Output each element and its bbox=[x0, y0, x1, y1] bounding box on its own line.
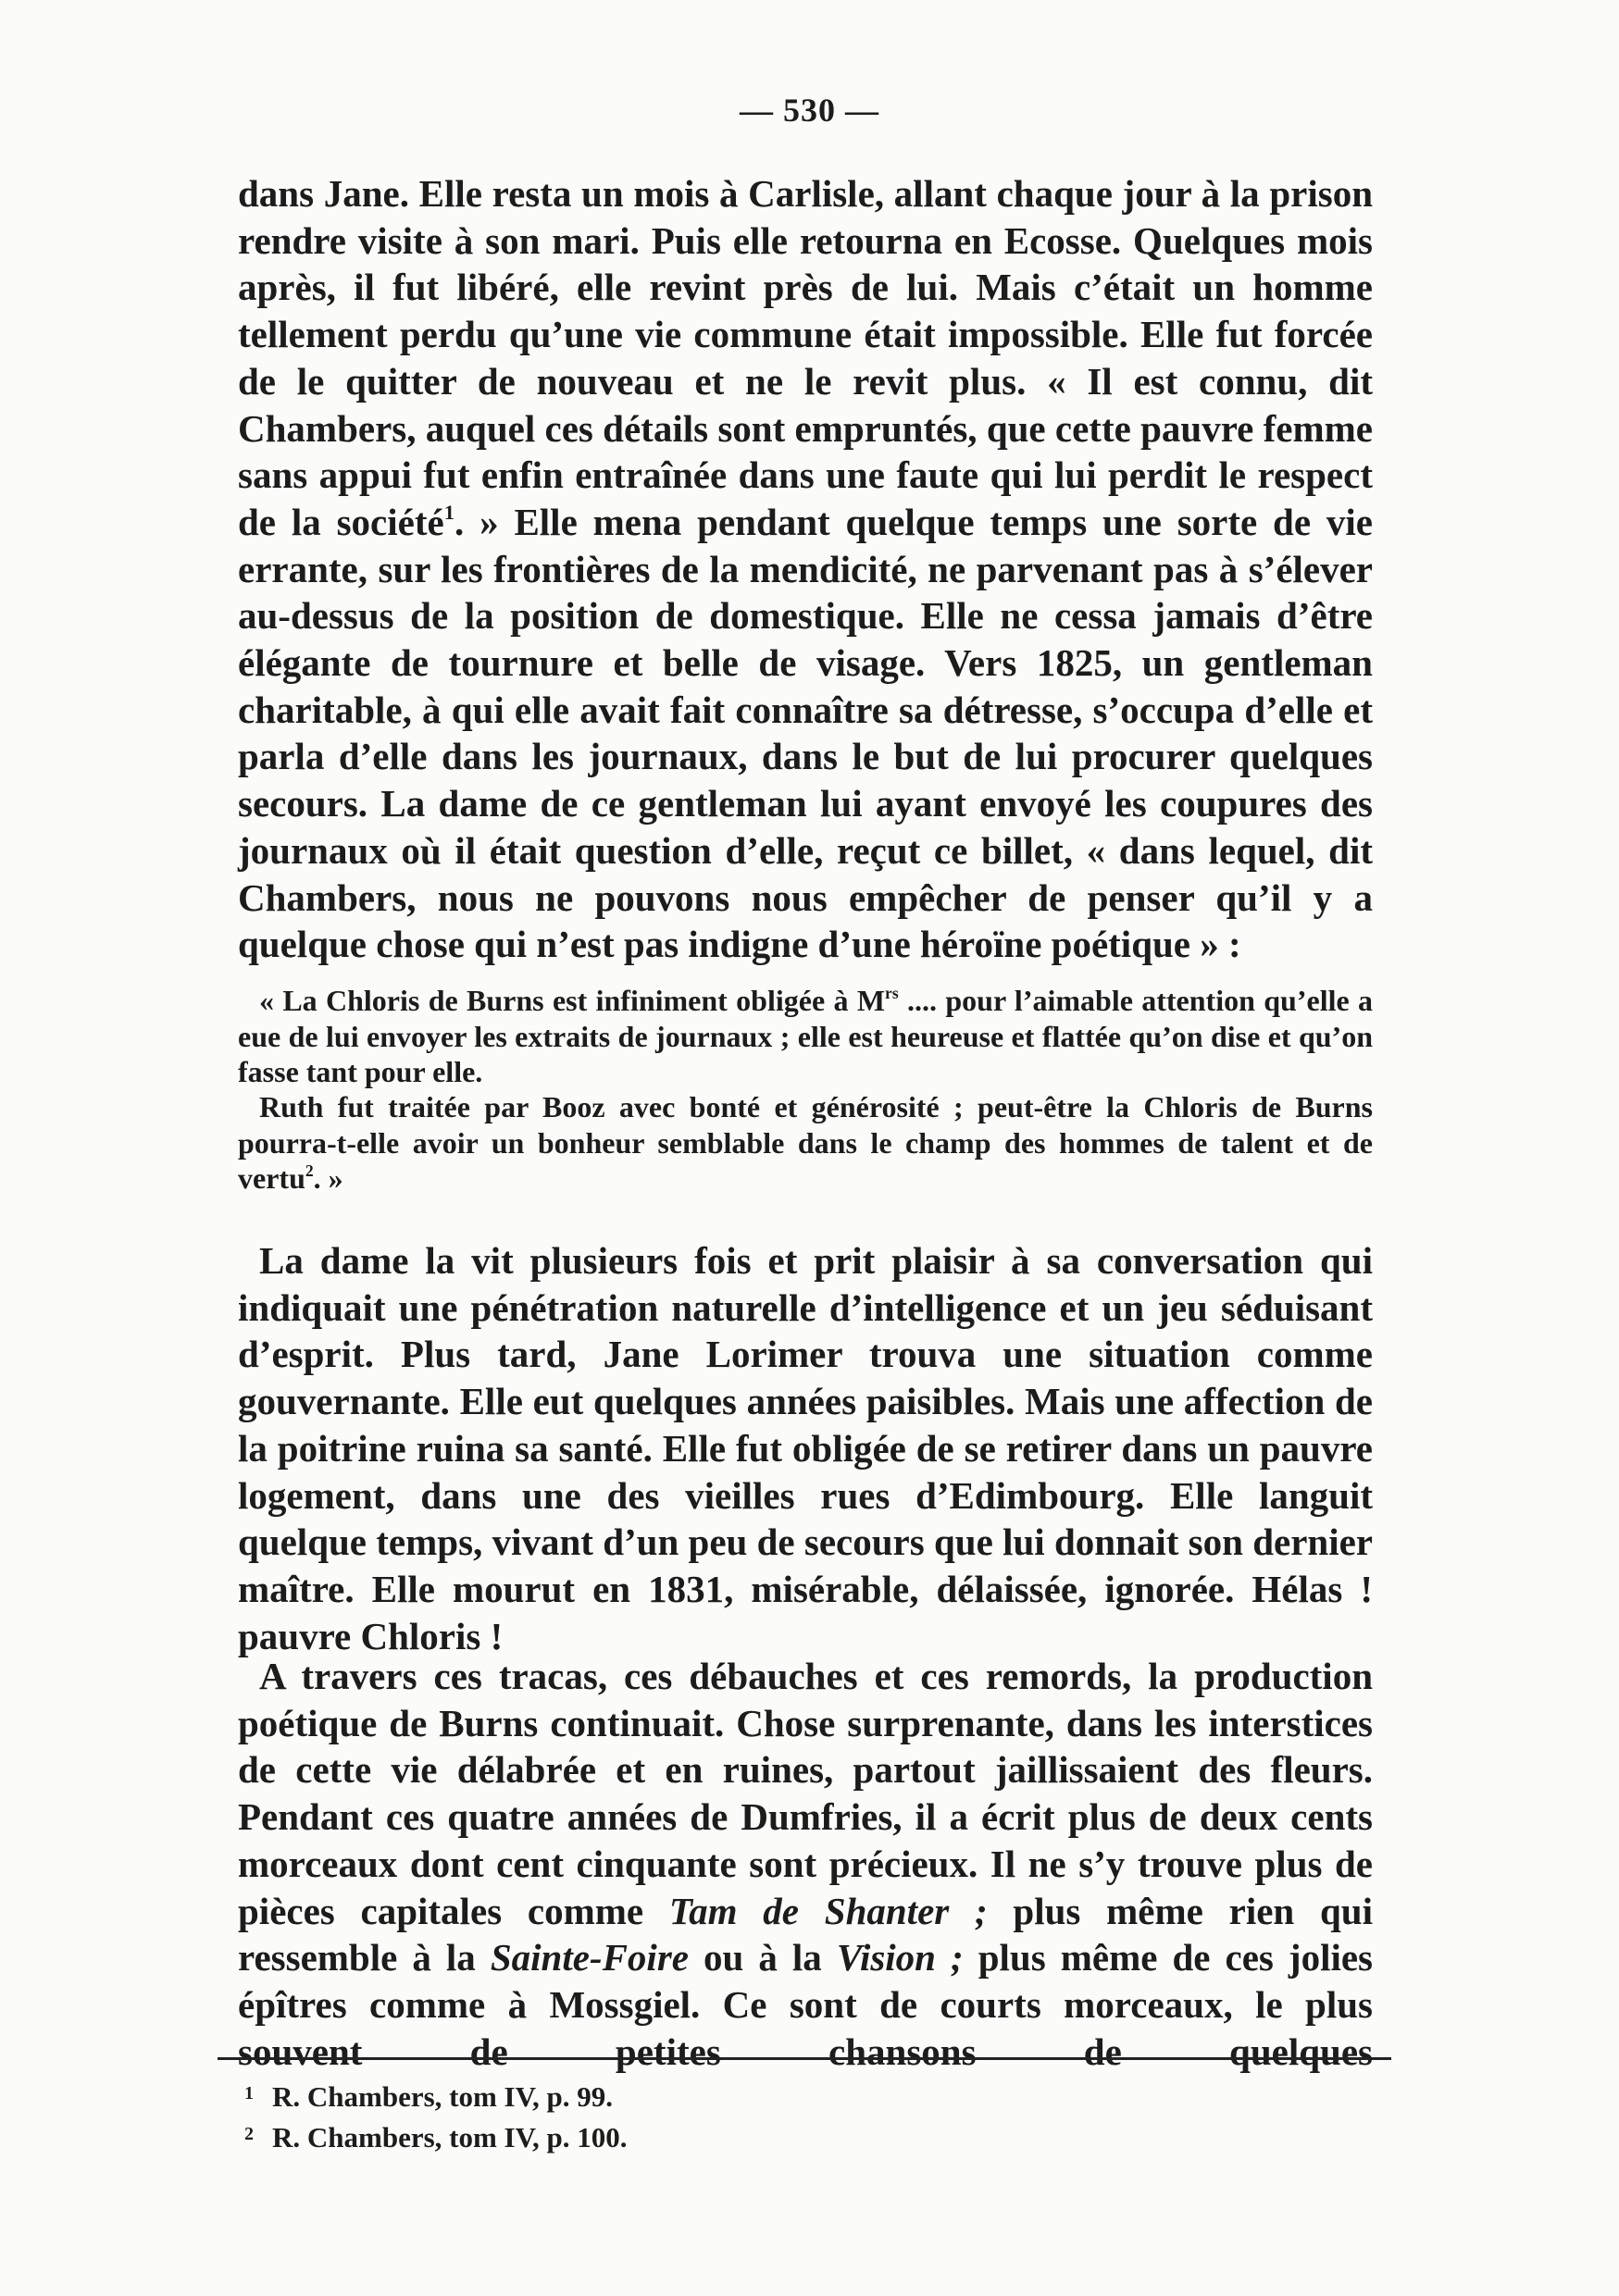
footnote-divider bbox=[218, 2057, 1391, 2060]
work-title-vision: Vision ; bbox=[836, 1936, 964, 1980]
page-number: — 530 — bbox=[740, 92, 879, 129]
footnote-text: R. Chambers, tom IV, p. 100. bbox=[272, 2121, 628, 2153]
quote-text: .... pour l’aimable attention qu’elle a eue de lui envoyer les extraits de journaux ; elle est heureuse et flattée qu’on dise et qu’on fasse tant pour elle. bbox=[238, 984, 1374, 1088]
footnote-reference-1: 1 bbox=[443, 501, 455, 525]
paragraph-text: plus même de ces jolies épîtres comme à Mossgiel. Ce sont de courts morceaux, le plus souvent de petites chansons de quelques bbox=[238, 1936, 1374, 2073]
footnote-mark: 1 bbox=[244, 2083, 254, 2104]
work-title-sainte-foire: Sainte-Foire bbox=[490, 1936, 689, 1980]
paragraph-text: . » Elle mena pendant quelque temps une sorte de vie errante, sur les frontières de la mendicité, ne parvenant pas à s’élever au-dessus de la position de domestique. Elle ne cessa jamais d’être élégante de tournure et belle de visage. Vers 1825, un gentleman charitable, à qui elle avait fait connaître sa détresse, s’occupa d’elle et parla d’elle dans les journaux, dans le but de lui procurer quelques secours. La dame de ce gentleman lui ayant envoyé les coupures des journaux où il était question d’elle, reçut ce billet, « dans lequel, dit Chambers, nous ne pouvons nous empêcher de penser qu’il y a quelque chose qui n’est pas indigne d’une héroïne poétique » : bbox=[238, 500, 1373, 966]
footnote-1 bbox=[244, 2075, 1077, 2116]
footnote-text: R. Chambers, tom IV, p. 99. bbox=[272, 2080, 614, 2113]
work-title-tam-de-shanter: Tam de Shanter ; bbox=[668, 1889, 988, 1932]
footnotes bbox=[244, 2075, 1077, 2156]
superscript-abbreviation: rs bbox=[885, 983, 899, 1002]
quote-text: « La Chloris de Burns est infiniment obligée à M bbox=[259, 984, 886, 1017]
body-paragraph-1 bbox=[238, 170, 1373, 968]
footnote-reference-2: 2 bbox=[305, 1160, 314, 1180]
footnote-2 bbox=[244, 2116, 1077, 2156]
paragraph-text: dans Jane. Elle resta un mois à Carlisle, allant chaque jour à la prison rendre visite à son mari. Puis elle retourna en Ecosse. Quelques mois après, il fut libéré, elle revint près de lui. Mais c’était un homme tellement perdu qu’une vie commune était impossible. Elle fut forcée de le quitter de nouveau et ne le revit plus. « Il est connu, dit Chambers, auquel ces détails sont empruntés, que cette pauvre femme sans appui fut enfin entraînée dans une faute qui lui perdit le respect de la société bbox=[238, 172, 1373, 543]
body-paragraph-3 bbox=[238, 1653, 1373, 2075]
footnote-mark: 2 bbox=[244, 2124, 254, 2144]
paragraph-text: plus même rien qui ressemble à la bbox=[238, 1889, 1373, 1980]
quote-text: Ruth fut traitée par Booz avec bonté et générosité ; peut-être la Chloris de Burns pourra-t-elle avoir un bonheur semblable dans le champ des hommes de talent et de vertu bbox=[238, 1090, 1373, 1195]
body-paragraph-2: La dame la vit plusieurs fois et prit plaisir à sa conversation qui indiquait une pénétration naturelle d’intelligence et un jeu séduisant d’esprit. Plus tard, Jane Lorimer trouva une situation comme gouvernante. Elle eut quelques années paisibles. Mais une affection de la poitrine ruina sa santé. Elle fut obligée de se retirer dans un pauvre logement, dans une des vieilles rues d’Edimbourg. Elle languit quelque temps, vivant d’un peu de secours que lui donnait son dernier maître. Elle mourut en 1831, misérable, délaissée, ignorée. Hélas ! pauvre Chloris ! bbox=[238, 1239, 1373, 1657]
quoted-letter-paragraph-1 bbox=[238, 983, 1373, 1090]
paragraph-text: ou à la bbox=[688, 1936, 837, 1980]
quoted-letter-paragraph-2 bbox=[238, 1089, 1373, 1197]
paragraph-text: A travers ces tracas, ces débauches et ces remords, la production poétique de Burns continuait. Chose surprenante, dans les interstices de cette vie délabrée et en ruines, partout jaillissaient des fleurs. Pendant ces quatre années de Dumfries, il a écrit plus de deux cents morceaux dont cent cinquante sont précieux. Il ne s’y trouve plus de pièces capitales comme bbox=[238, 1655, 1373, 1932]
quote-text: . » bbox=[313, 1161, 343, 1195]
